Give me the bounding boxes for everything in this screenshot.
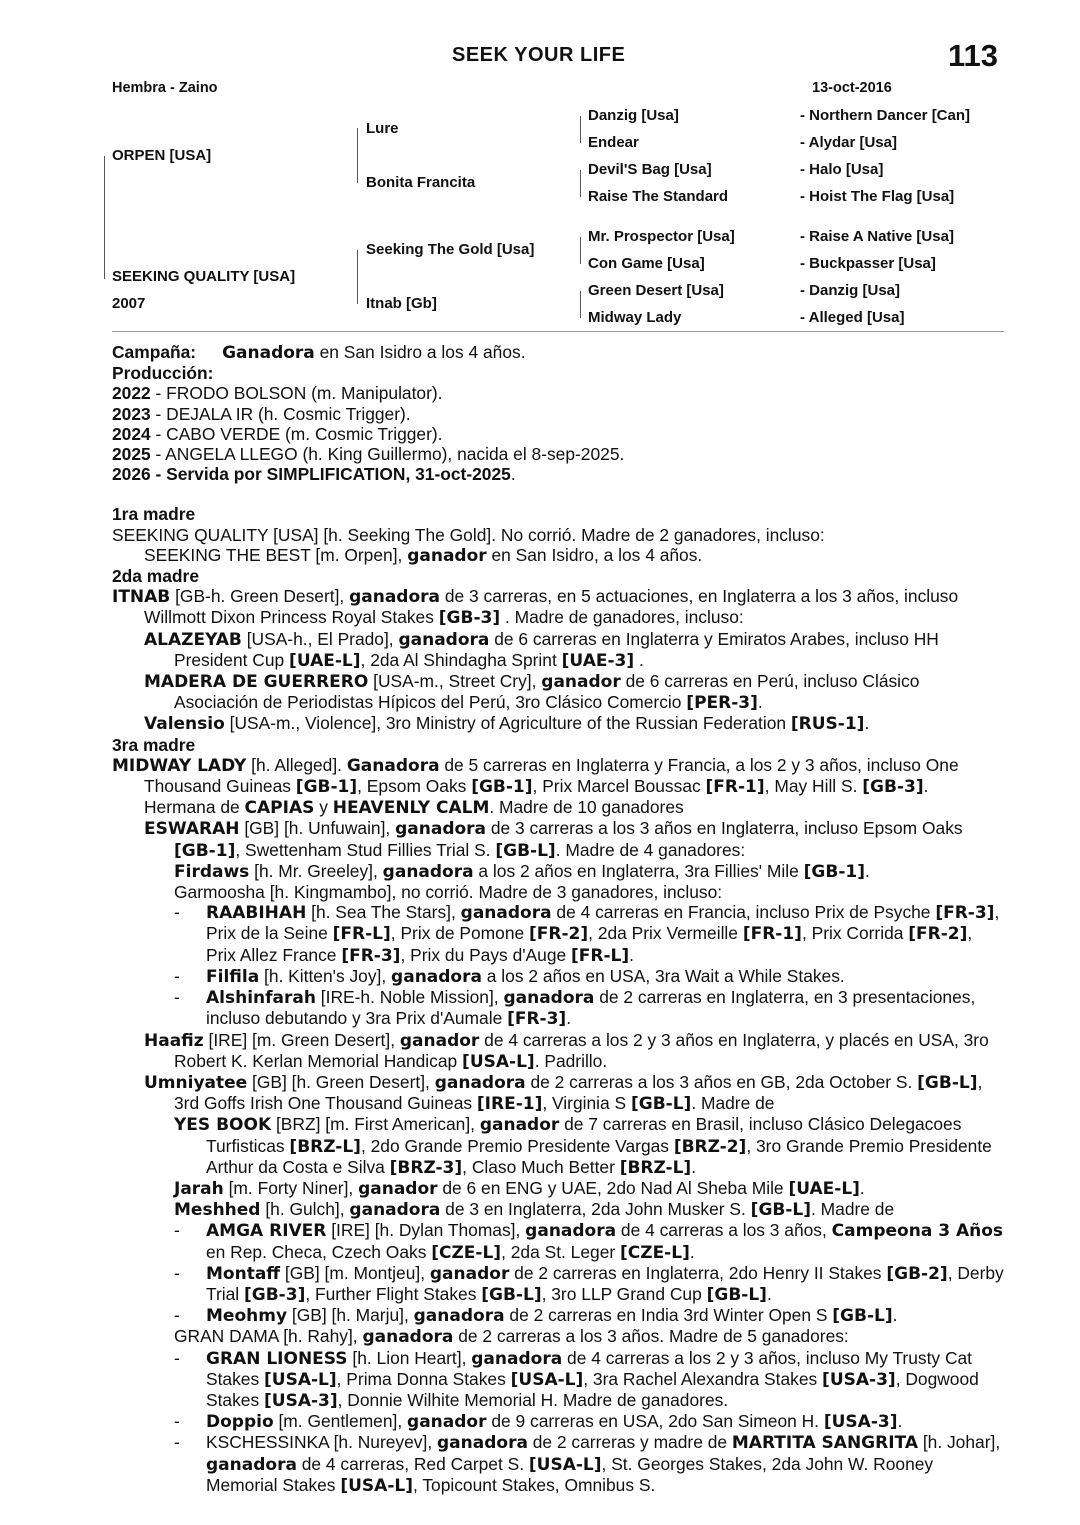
g4-2: - Alydar [Usa] xyxy=(800,134,897,151)
sire-sire: Lure xyxy=(366,120,399,137)
produce-entry: - RAABIHAH [h. Sea The Stars], ganadora de 4 carreras en Francia, incluso Prix de Psyche [FR-3], Prix de la Seine [FR-L], Prix de Pomone [FR-2], 2da Prix Vermeille [FR-1], Prix Corrida [FR-2], Prix Allez France [FR-3], Prix du Pays d'Auge [FR-L]. xyxy=(174,902,1000,966)
produce-entry: - Montaff [GB] [m. Montjeu], ganador de 2 carreras en Inglaterra, 2do Henry II Stakes [GB-2], Derby Trial [GB-3], Further Flight Stakes [GB-L], 3ro LLP Grand Cup [GB-L]. xyxy=(174,1262,1004,1305)
sire-name: ORPEN [USA] xyxy=(112,147,212,164)
second-dam-entry: ITNAB [GB-h. Green Desert], ganadora de 3 carreras, en 5 actuaciones, en Inglaterra a los 3 años, incluso Willmott Dixon Princess Royal Stakes [GB-3] . Madre de ganadores, incluso: xyxy=(112,586,959,629)
production-item: 2025 - ANGELA LLEGO (h. King Guillermo), nacida el 8-sep-2025. xyxy=(112,444,625,465)
production-heading: Producción: xyxy=(112,363,214,384)
g3-2: Endear xyxy=(588,134,639,151)
first-dam-heading: 1ra madre xyxy=(112,504,196,525)
g4-5: - Raise A Native [Usa] xyxy=(800,228,954,245)
produce-entry: - Doppio [m. Gentlemen], ganador de 9 carreras en USA, 2do San Simeon H. [USA-3]. xyxy=(174,1411,903,1433)
first-dam-line: SEEKING QUALITY [USA] [h. Seeking The Gold]. No corrió. Madre de 2 ganadores, incluso: xyxy=(112,524,825,545)
sex-color: Hembra - Zaino xyxy=(112,80,218,96)
produce-entry: Jarah [m. Forty Niner], ganador de 6 en ENG y UAE, 2do Nad Al Sheba Mile [UAE-L]. xyxy=(174,1177,865,1199)
third-dam-heading: 3ra madre xyxy=(112,734,196,755)
divider xyxy=(112,331,1004,332)
dam-year: 2007 xyxy=(112,295,146,312)
dam-name: SEEKING QUALITY [USA] xyxy=(112,268,296,285)
produce-entry: Garmoosha [h. Kingmambo], no corrió. Madre de 3 ganadores, incluso: xyxy=(174,882,723,903)
produce-entry: YES BOOK [BRZ] [m. First American], ganador de 7 carreras en Brasil, incluso Clásico Delegacoes Turfisticas [BRZ-L], 2do Grande Premio Presidente Vargas [BRZ-2], 3ro Grande Premio Presidente Arthur da Costa e Silva [BRZ-3], Claso Much Better [BRZ-L]. xyxy=(174,1114,992,1178)
produce-entry: Meshhed [h. Gulch], ganadora de 3 en Inglaterra, 2da John Musker S. [GB-L]. Madre de xyxy=(174,1199,895,1221)
g3-4: Raise The Standard xyxy=(588,188,729,205)
g3-7: Green Desert [Usa] xyxy=(588,282,724,299)
second-dam-heading: 2da madre xyxy=(112,566,199,587)
produce-entry: ALAZEYAB [USA-h., El Prado], ganadora de 6 carreras en Inglaterra y Emiratos Arabes, incluso HH President Cup [UAE-L], 2da Al Shindagha Sprint [UAE-3] . xyxy=(144,628,939,671)
g4-7: - Danzig [Usa] xyxy=(800,282,901,299)
lot-number: 113 xyxy=(948,38,999,73)
produce-entry: Firdaws [h. Mr. Greeley], ganadora a los 2 años en Inglaterra, 3ra Fillies' Mile [GB-1]. xyxy=(174,860,870,882)
g3-8: Midway Lady xyxy=(588,309,682,326)
produce-entry: - Alshinfarah [IRE-h. Noble Mission], ganadora de 2 carreras en Inglaterra, en 3 presentaciones, incluso debutando y 3ra Prix d'Aumale [FR-3]. xyxy=(174,987,976,1030)
first-dam-produce: SEEKING THE BEST [m. Orpen], ganador en San Isidro, a los 4 años. xyxy=(144,544,703,566)
g4-6: - Buckpasser [Usa] xyxy=(800,255,936,272)
g4-3: - Halo [Usa] xyxy=(800,161,884,178)
horse-name-title: SEEK YOUR LIFE xyxy=(452,44,626,66)
produce-entry: - Meohmy [GB] [h. Marju], ganadora de 2 carreras en India 3rd Winter Open S [GB-L]. xyxy=(174,1305,898,1327)
g4-4: - Hoist The Flag [Usa] xyxy=(800,188,955,205)
produce-entry: MADERA DE GUERRERO [USA-m., Street Cry], ganador de 6 carreras en Perú, incluso Clásico Asociación de Periodistas Hípicos del Perú, 3ro Clásico Comercio [PER-3]. xyxy=(144,671,920,714)
dam-dam: Itnab [Gb] xyxy=(366,295,437,312)
production-item: 2024 - CABO VERDE (m. Cosmic Trigger). xyxy=(112,423,443,444)
g4-8: - Alleged [Usa] xyxy=(800,309,905,326)
catalog-body xyxy=(112,342,1004,1496)
g3-1: Danzig [Usa] xyxy=(588,107,679,124)
g3-5: Mr. Prospector [Usa] xyxy=(588,228,735,245)
production-item: 2026 - Servida por SIMPLIFICATION, 31-oct-2025. xyxy=(112,464,516,485)
produce-entry: - KSCHESSINKA [h. Nureyev], ganadora de 2 carreras y madre de MARTITA SANGRITA [h. Johar], ganadora de 4 carreras, Red Carpet S. [USA-L], St. Georges Stakes, 2da John W. Rooney Memorial Stakes [USA-L], Topicount Stakes, Omnibus S. xyxy=(174,1432,1001,1496)
produce-entry: - GRAN LIONESS [h. Lion Heart], ganadora de 4 carreras a los 2 y 3 años, incluso My Trusty Cat Stakes [USA-L], Prima Donna Stakes [USA-L], 3ra Rachel Alexandra Stakes [USA-3], Dogwood Stakes [USA-3], Donnie Wilhite Memorial H. Madre de ganadores. xyxy=(174,1347,979,1411)
birth-date: 13-oct-2016 xyxy=(812,80,892,96)
g3-3: Devil'S Bag [Usa] xyxy=(588,161,712,178)
produce-entry: - Filfila [h. Kitten's Joy], ganadora a los 2 años en USA, 3ra Wait a While Stakes. xyxy=(174,965,845,987)
produce-entry: Valensio [USA-m., Violence], 3ro Ministry of Agriculture of the Russian Federation [RUS-1]. xyxy=(144,713,870,735)
sire-dam: Bonita Francita xyxy=(366,174,476,191)
dam-sire: Seeking The Gold [Usa] xyxy=(366,241,535,258)
produce-entry: ESWARAH [GB] [h. Unfuwain], ganadora de 3 carreras a los 3 años en Inglaterra, incluso Epsom Oaks [GB-1], Swettenham Stud Fillies Trial S. [GB-L]. Madre de 4 ganadores: xyxy=(144,818,963,861)
production-item: 2022 - FRODO BOLSON (m. Manipulator). xyxy=(112,383,443,404)
produce-entry: - AMGA RIVER [IRE] [h. Dylan Thomas], ganadora de 4 carreras a los 3 años, Campeona 3 Años en Rep. Checa, Czech Oaks [CZE-L], 2da St. Leger [CZE-L]. xyxy=(174,1220,1004,1263)
campaign-line: Campaña: Ganadora en San Isidro a los 4 años. xyxy=(112,342,526,363)
third-dam-entry: MIDWAY LADY [h. Alleged]. Ganadora de 5 carreras en Inglaterra y Francia, a los 2 y 3 años, incluso One Thousand Guineas [GB-1], Epsom Oaks [GB-1], Prix Marcel Boussac [FR-1], May Hill S. [GB-3]. Hermana de CAPIAS y HEAVENLY CALM. Madre de 10 ganadores xyxy=(112,754,959,819)
production-item: 2023 - DEJALA IR (h. Cosmic Trigger). xyxy=(112,403,411,424)
g3-6: Con Game [Usa] xyxy=(588,255,705,272)
produce-entry: Umniyatee [GB] [h. Green Desert], ganadora de 2 carreras a los 3 años en GB, 2da October S. [GB-L], 3rd Goffs Irish One Thousand Guineas [IRE-1], Virginia S [GB-L]. Madre de xyxy=(144,1071,983,1115)
produce-entry: Haafiz [IRE] [m. Green Desert], ganador de 4 carreras a los 2 y 3 años en Inglaterra, y placés en USA, 3ro Robert K. Kerlan Memorial Handicap [USA-L]. Padrillo. xyxy=(144,1029,989,1072)
g4-1: - Northern Dancer [Can] xyxy=(800,107,971,124)
produce-entry: GRAN DAMA [h. Rahy], ganadora de 2 carreras a los 3 años. Madre de 5 ganadores: xyxy=(174,1326,849,1348)
